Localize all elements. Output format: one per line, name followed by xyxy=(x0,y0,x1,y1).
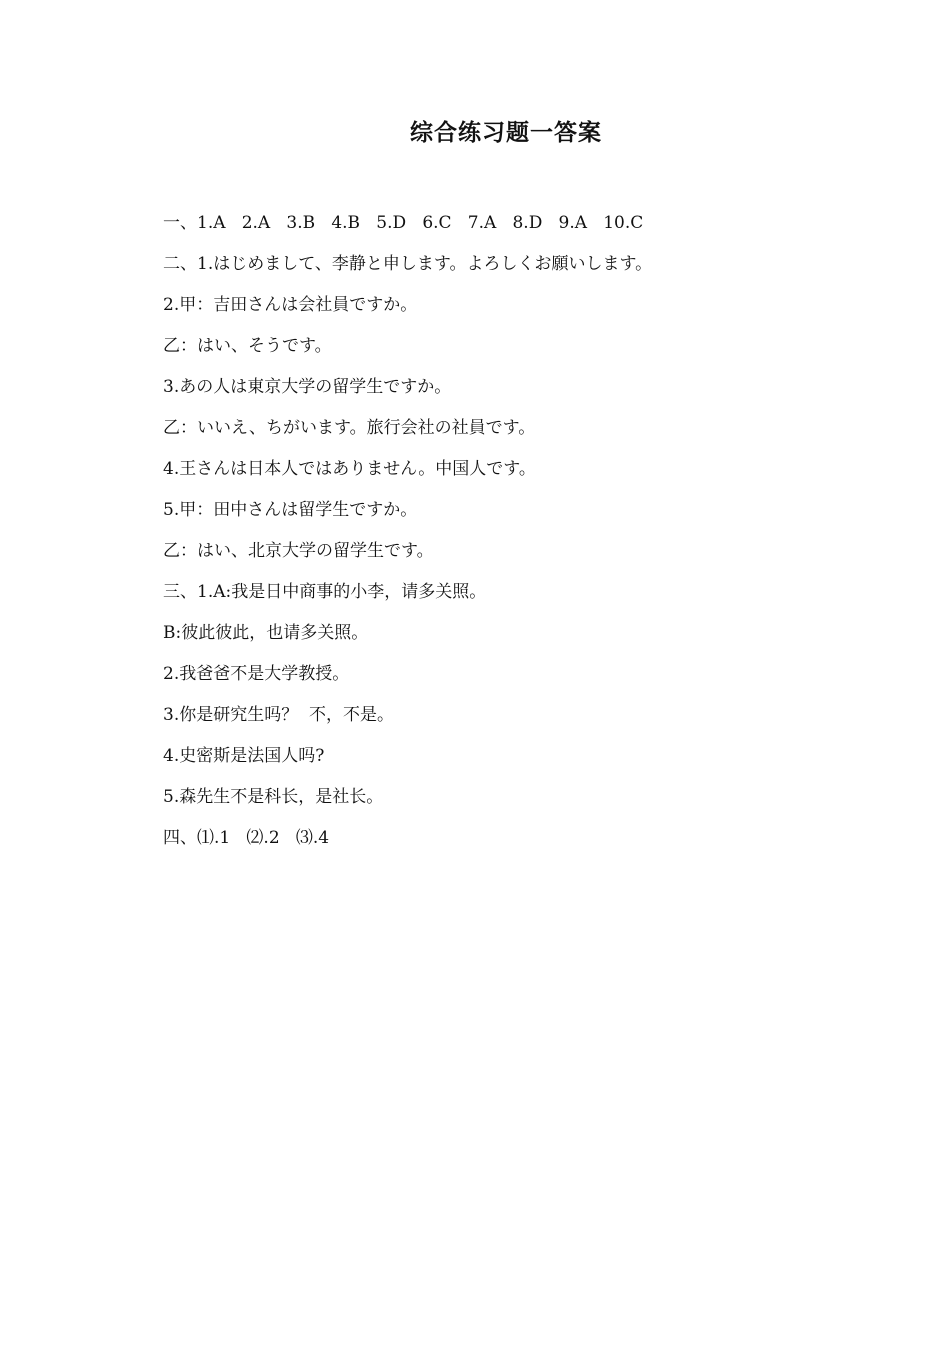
answer-line: 二、1.はじめまして、李静と申します。よろしくお願いします。 xyxy=(163,254,653,274)
answer-line: 4.王さんは日本人ではありません。中国人です。 xyxy=(163,459,536,479)
answer-list xyxy=(163,208,883,864)
answer-line: 乙：いいえ、ちがいます。旅行会社の社員です。 xyxy=(163,418,536,438)
answer-line: 一、1.A 2.A 3.B 4.B 5.D 6.C 7.A 8.D 9.A 10.C xyxy=(163,213,644,233)
answer-line: 乙：はい、そうです。 xyxy=(163,336,332,356)
answer-line: 5.森先生不是科长，是社长。 xyxy=(163,787,384,807)
answer-line: 2.甲：吉田さんは会社員ですか。 xyxy=(163,295,418,315)
answer-line: 乙：はい、北京大学の留学生です。 xyxy=(163,541,434,561)
answer-line: 3.你是研究生吗？ 不，不是。 xyxy=(163,705,395,725)
answer-line: 四、⑴.1 ⑵.2 ⑶.4 xyxy=(163,828,330,848)
answer-line: B:彼此彼此，也请多关照。 xyxy=(163,623,369,643)
document-title: 综合练习题一答案 xyxy=(410,120,602,146)
answer-line: 5.甲：田中さんは留学生ですか。 xyxy=(163,500,418,520)
answer-line: 3.あの人は東京大学の留学生ですか。 xyxy=(163,377,452,397)
answer-line: 2.我爸爸不是大学教授。 xyxy=(163,664,350,684)
answer-line: 三、1.A:我是日中商事的小李，请多关照。 xyxy=(163,582,487,602)
answer-line: 4.史密斯是法国人吗? xyxy=(163,746,325,766)
